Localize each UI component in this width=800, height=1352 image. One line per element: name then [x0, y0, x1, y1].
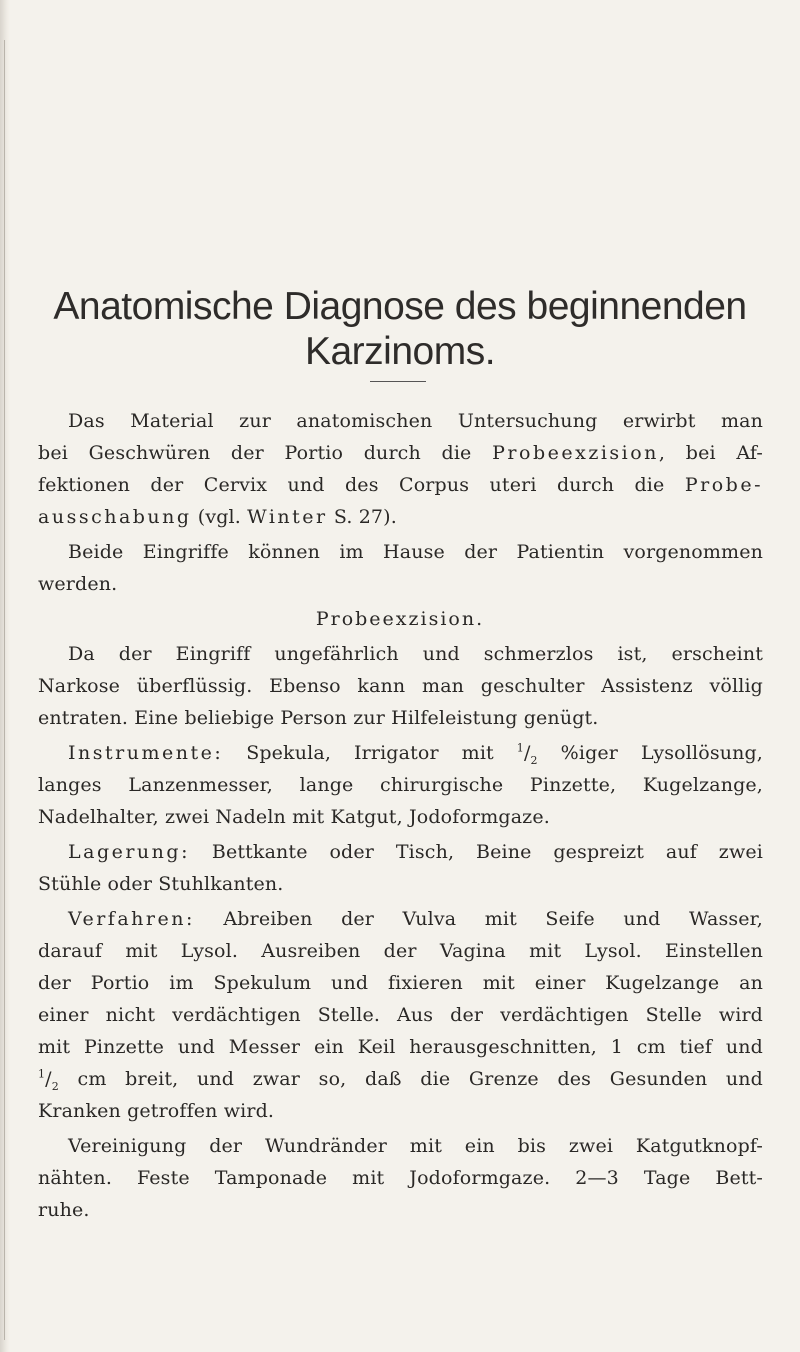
p1-line-4 [38, 505, 763, 529]
p4-line-3: Nadelhalter, zwei Nadeln mit Katgut, Jodoformgaze. [38, 806, 550, 828]
p5-line-2: Stühle oder Stuhlkanten. [38, 873, 284, 895]
p6-line-1 [68, 907, 763, 931]
p6-line-5: mit Pinzette und Messer ein Keil herausgeschnitten, 1 cm tief und [38, 1036, 763, 1058]
fraction-denominator: 2 [530, 753, 538, 767]
p1-text: bei Geschwüren der Portio durch die [38, 442, 472, 464]
p6-line-2: darauf mit Lysol. Ausreiben der Vagina mit Lysol. Einstellen [38, 940, 763, 962]
section-heading: Probeexzision. [315, 608, 485, 630]
p1-line-3 [38, 473, 763, 497]
label-verfahren: Verfahren: [68, 908, 195, 930]
p2-line-1: Beide Eingriffe können im Hause der Patientin vorgenommen [68, 541, 763, 563]
p6-text: cm breit, und zwar so, daß die Grenze des Gesunden und [58, 1068, 763, 1090]
p6-line-6: $^1/_2$ cm breit, und zwar so, daß die Grenze des Gesunden und [38, 1067, 763, 1093]
fraction-numerator: 1 [38, 1067, 46, 1081]
p4-text: Spekula, Irrigator mit [223, 742, 517, 764]
page-edge-shadow [0, 0, 10, 1352]
p6-line-4: einer nicht verdächtigen Stelle. Aus der verdächtigen Stelle wird [38, 1004, 763, 1026]
title-divider [370, 381, 426, 382]
p5-line-1 [68, 840, 763, 864]
p7-line-2: nähten. Feste Tamponade mit Jodoformgaze. 2—3 Tage Bett- [38, 1167, 763, 1189]
p1-text: S. 27). [327, 506, 397, 528]
page-title-line-2: Karzinoms. [304, 330, 496, 373]
p4-line-2: langes Lanzenmesser, lange chirurgische Pinzette, Kugelzange, [38, 774, 763, 796]
p3-line-1: Da der Eingriff ungefährlich und schmerzlos ist, erscheint [68, 643, 763, 665]
term-ausschabung: ausschabung [38, 506, 192, 528]
p7-line-3: ruhe. [38, 1199, 90, 1221]
p7-line-1: Vereinigung der Wundränder mit ein bis zwei Katgutknopf- [68, 1135, 763, 1157]
p6-line-3: der Portio im Spekulum und fixieren mit einer Kugelzange an [38, 972, 763, 994]
p6-text: Abreiben der Vulva mit Seife und Wasser, [194, 908, 763, 930]
p1-text: , bei Af- [658, 442, 763, 464]
p6-line-7: Kranken getroffen wird. [38, 1100, 275, 1122]
term-probe: Probe- [684, 474, 763, 496]
label-instrumente: Instrumente: [68, 742, 224, 764]
p4-line-1: Instrumente: Spekula, Irrigator mit $^1/_2$ %iger Lysollösung, [68, 741, 763, 767]
p4-text: %iger Lysollösung, [560, 742, 763, 764]
author-winter: Winter [247, 506, 328, 528]
p1-text: fektionen der Cervix und des Corpus uteri durch die [38, 474, 665, 496]
label-lagerung: Lagerung: [68, 841, 190, 863]
p1-line-2 [38, 441, 763, 465]
p2-line-2: werden. [38, 573, 118, 595]
fraction-denominator: 2 [51, 1079, 59, 1093]
term-probeexzision: Probeexzision [492, 442, 659, 464]
page-title-line-1: Anatomische Diagnose des beginnenden [53, 285, 747, 328]
p3-line-2: Narkose überflüssig. Ebenso kann man geschulter Assistenz völlig [38, 675, 763, 697]
fraction-numerator: 1 [516, 741, 524, 755]
p5-text: Bettkante oder Tisch, Beine gespreizt auf zwei [189, 841, 763, 863]
binding-line [4, 40, 5, 1340]
p3-line-3: entraten. Eine beliebige Person zur Hilfeleistung genügt. [38, 707, 599, 729]
p1-text: (vgl. [191, 506, 241, 528]
p1-line-1: Das Material zur anatomischen Untersuchung erwirbt man [68, 410, 763, 432]
